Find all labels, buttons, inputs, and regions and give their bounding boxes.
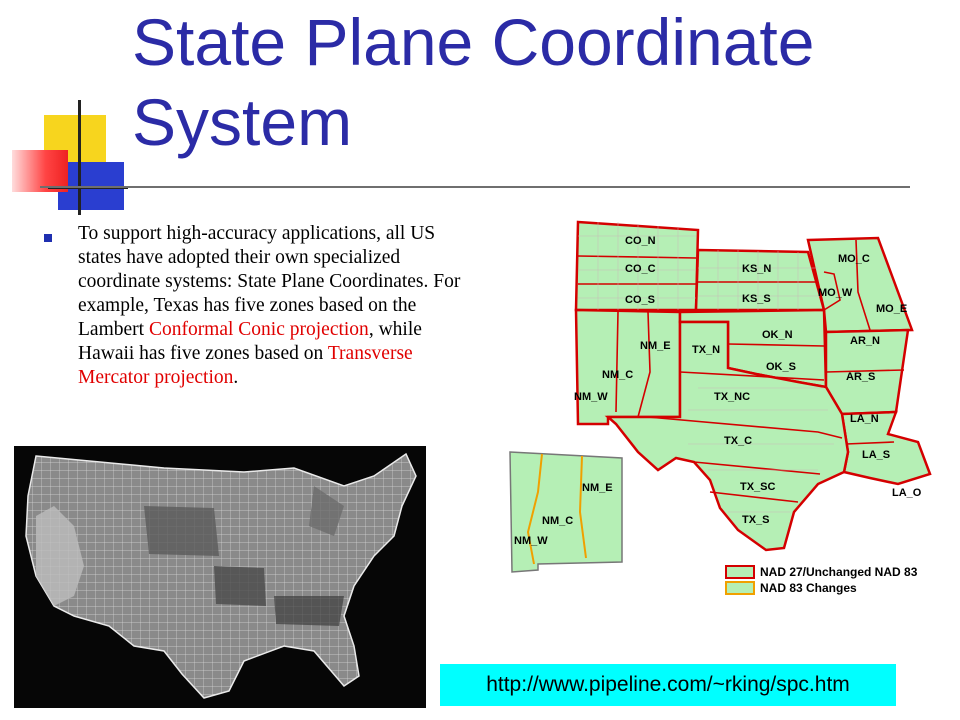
- zone-label-nm-w: NM_W: [574, 391, 608, 403]
- zone-label-ks-s: KS_S: [742, 293, 771, 305]
- zone-label-ar-s: AR_S: [846, 371, 876, 383]
- bullet-intro: To support high-accuracy applications, all US states have adopted their own specialized coordinate systems: State Plane Coordinates. For example, Texas has five zones based on the Lambert: [78, 223, 461, 340]
- legend-swatch-nad83: [726, 582, 754, 594]
- zone-label-mo-c: MO_C: [838, 253, 870, 265]
- transverse-mercator-link[interactable]: Transverse Mercator projection: [78, 343, 413, 388]
- bullet-middle: , while Hawaii has five zones based on: [78, 319, 422, 364]
- legend-label-nad83: NAD 83 Changes: [760, 581, 857, 595]
- zone-label-co-n: CO_N: [625, 235, 656, 247]
- inset-label-nm-e: NM_E: [582, 482, 613, 494]
- state-plane-zone-map: [498, 212, 948, 602]
- bullet-end: .: [233, 367, 239, 388]
- zone-label-co-s: CO_S: [625, 294, 655, 306]
- zone-label-nm-c: NM_C: [602, 369, 634, 381]
- title-divider: [40, 186, 910, 188]
- zone-label-ks-n: KS_N: [742, 263, 772, 275]
- legend-swatch-nad27: [726, 566, 754, 578]
- bullet-marker: [44, 234, 52, 242]
- zone-label-tx-c: TX_C: [724, 435, 753, 447]
- zone-label-la-n: LA_N: [850, 413, 879, 425]
- map-legend: [726, 565, 918, 595]
- zone-label-tx-n: TX_N: [692, 344, 721, 356]
- zone-label-la-s: LA_S: [862, 449, 891, 461]
- us-county-map-image: [14, 446, 426, 708]
- conformal-conic-link[interactable]: Conformal Conic projection: [148, 319, 369, 340]
- deco-line-vertical: [78, 100, 81, 215]
- zone-label-ar-n: AR_N: [850, 335, 880, 347]
- new-mexico-zones: [576, 310, 680, 424]
- zone-label-ok-n: OK_N: [762, 329, 793, 341]
- zone-label-ok-s: OK_S: [766, 361, 796, 373]
- zone-label-tx-sc: TX_SC: [740, 481, 776, 493]
- zone-label-nm-e: NM_E: [640, 340, 671, 352]
- nm-inset-map: [510, 452, 622, 572]
- inset-label-nm-c: NM_C: [542, 515, 574, 527]
- slide-title: State Plane Coordinate System: [132, 5, 815, 159]
- inset-label-nm-w: NM_W: [514, 535, 548, 547]
- zone-label-la-o: LA_O: [892, 487, 922, 499]
- zone-label-co-c: CO_C: [625, 263, 656, 275]
- zone-label-mo-w: MO_W: [818, 287, 853, 299]
- zone-label-tx-nc: TX_NC: [714, 391, 751, 403]
- bullet-text: [78, 222, 463, 390]
- source-url-link[interactable]: http://www.pipeline.com/~rking/spc.htm: [440, 664, 896, 706]
- legend-label-nad27: NAD 27/Unchanged NAD 83: [760, 565, 918, 579]
- zone-label-mo-e: MO_E: [876, 303, 908, 315]
- zone-label-tx-s: TX_S: [742, 514, 770, 526]
